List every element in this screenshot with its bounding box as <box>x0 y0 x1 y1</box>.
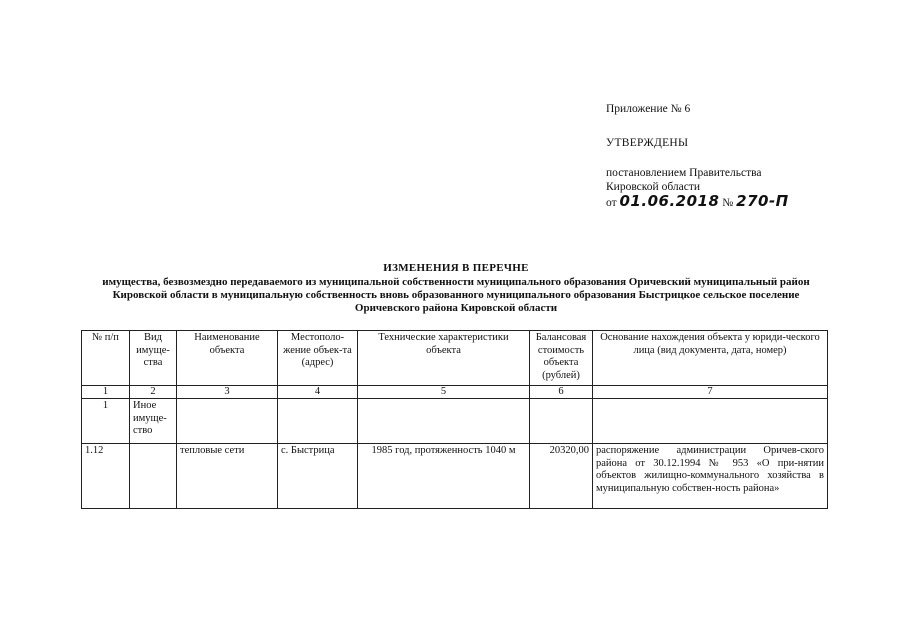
header-cell-specs: Технические характеристики объекта <box>358 331 530 386</box>
decree-label: постановлением Правительства <box>606 167 762 179</box>
column-number: 4 <box>278 386 358 399</box>
row-kind <box>130 444 177 509</box>
empty-cell <box>593 399 828 444</box>
row-number: 1.12 <box>82 444 130 509</box>
column-number: 1 <box>82 386 130 399</box>
column-number: 6 <box>530 386 593 399</box>
title-subtitle: имущества, безвозмездно передаваемого из муниципальной собственности муниципального образования Оричевский муниципальный район Кировской области в муниципальную собственность вновь образованного муниципального образования Быстрицкое сельское поселение Оричевского района Кировской области <box>102 276 810 314</box>
header-cell-number: № п/п <box>82 331 130 386</box>
row-specs: 1985 год, протяженность 1040 м <box>358 444 530 509</box>
handwritten-number: 270-П <box>736 192 789 210</box>
header-cell-value: Балансовая стоимость объекта (рублей) <box>530 331 593 386</box>
header-cell-kind: Вид имуще-ства <box>130 331 177 386</box>
approval-block <box>606 102 789 210</box>
table-header-row <box>82 331 828 386</box>
empty-cell <box>177 399 278 444</box>
empty-cell <box>358 399 530 444</box>
row-name: тепловые сети <box>177 444 278 509</box>
header-cell-basis: Основание нахождения объекта у юриди-ческого лица (вид документа, дата, номер) <box>593 331 828 386</box>
column-number: 3 <box>177 386 278 399</box>
row-value: 20320,00 <box>530 444 593 509</box>
table-row <box>82 444 828 509</box>
column-number: 7 <box>593 386 828 399</box>
property-table <box>81 330 828 509</box>
title-heading: ИЗМЕНЕНИЯ В ПЕРЕЧНЕ <box>383 262 529 274</box>
row-number: 1 <box>82 399 130 444</box>
approved-label: УТВЕРЖДЕНЫ <box>606 137 689 149</box>
column-number: 5 <box>358 386 530 399</box>
header-cell-location: Местополо-жение объек-та (адрес) <box>278 331 358 386</box>
number-sign: № <box>722 197 734 209</box>
empty-cell <box>530 399 593 444</box>
row-basis: распоряжение администрации Оричев-ского района от 30.12.1994 № 953 «О при-нятии объектов жилищно-коммунального хозяйства в муниципальную собствен-ность района» <box>593 444 828 509</box>
table-row <box>82 399 828 444</box>
header-cell-name: Наименование объекта <box>177 331 278 386</box>
row-kind: Иное имуще-ство <box>130 399 177 444</box>
date-line <box>606 194 789 210</box>
column-number-row <box>82 386 828 399</box>
empty-cell <box>278 399 358 444</box>
document-title <box>80 262 832 315</box>
row-location: с. Быстрица <box>278 444 358 509</box>
appendix-label: Приложение № 6 <box>606 103 691 115</box>
column-number: 2 <box>130 386 177 399</box>
region-label: Кировской области <box>606 181 701 193</box>
handwritten-date: 01.06.2018 <box>619 192 720 210</box>
date-prefix: от <box>606 197 617 209</box>
